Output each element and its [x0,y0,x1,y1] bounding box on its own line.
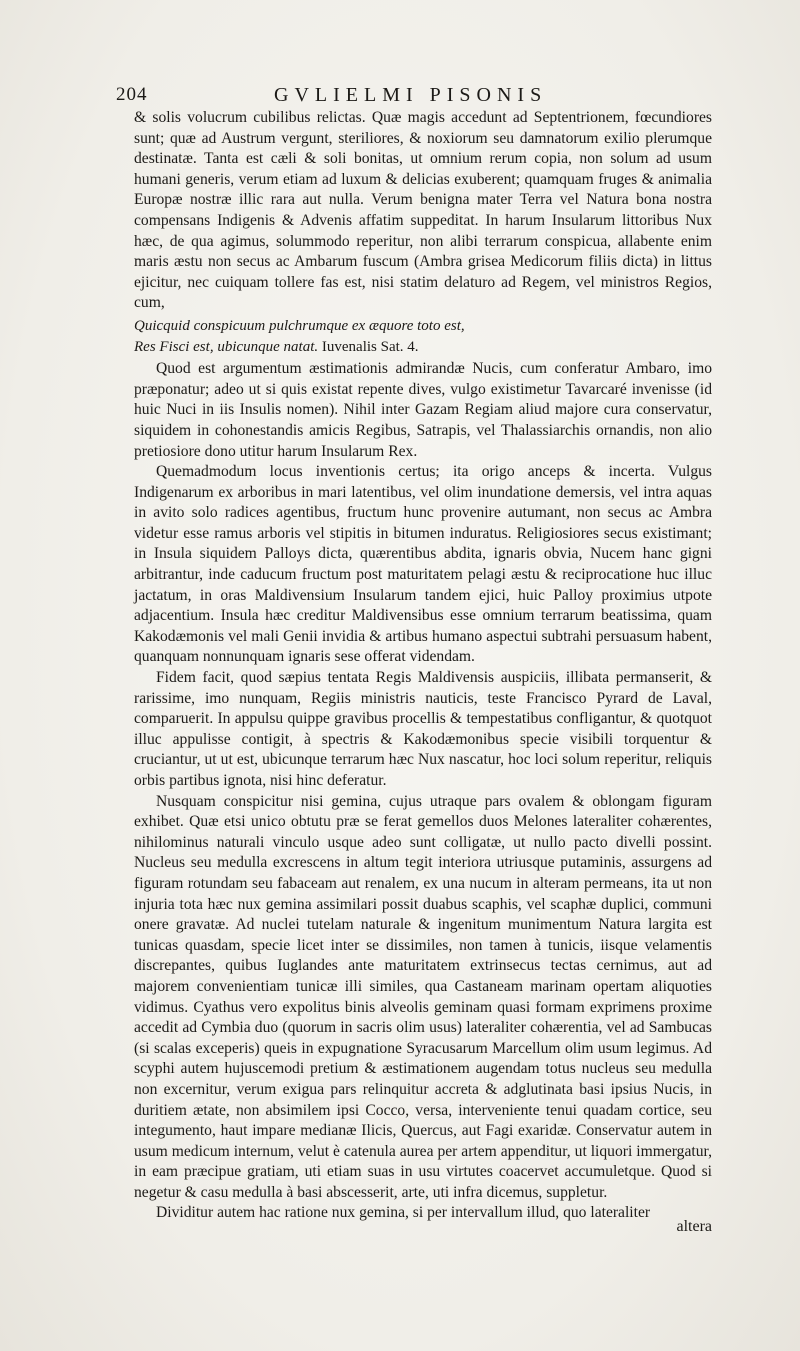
verse-line-2-text: Res Fisci est, ubicunque natat. [134,338,319,355]
verse-quote [134,316,712,357]
paragraph-3: Quemadmodum locus inventionis certus; ita origo anceps & incerta. Vulgus Indigenarum ex arboribus in mari latentibus, vel olim inundatione demersis, vel intra aquas in avito solo radices agentibus, fructum hunc provenire autumant, non secus ac Ambra videtur esse ramus arboris vel stipitis in bitumen induratus. Religiosiores secus existimant; in Insula siquidem Palloys dicta, quærentibus abdita, ignaris obvia, Nucem hanc gigni arbitrantur, inde caducum fructum post maturitatem pelagi æstu & reciprocatione huc illuc jactatum, in oras Maldivensium Insularum tandem ejici, huic Palloy proximius utpote adjacentium. Insula hæc creditur Maldivensibus esse omnium terrarum beatissima, quam Kakodæmonis vel mali Genii invidia & artibus humano aspectui subtrahi persuasum habent, quanquam nonnunquam ignaris sese offerat videndam. [134,463,712,666]
verse-line-2 [134,337,712,358]
paragraph-6: Dividitur autem hac ratione nux gemina, si per intervallum illud, quo lateraliter [156,1204,651,1222]
paragraph-4: Fidem facit, quod sæpius tentata Regis Maldivensis auspiciis, illibata permanserit, & rarissime, imo nunquam, Regiis ministris nauticis, teste Francisco Pyrard de Laval, comparuerit. In appulsu quippe gravibus procellis & tempestatibus confligantur, & quotquot illuc appulisse contigit, à spectris & Kakodæmonibus specie visibili torquentur & cruciantur, ut ut est, ubicunque terrarum hæc Nux nascatur, hoc loci solum reperitur, reliquis orbis partibus ignota, nisi hinc deferatur. [134,669,712,789]
running-title: GVLIELMI PISONIS [274,84,548,106]
body-text [134,108,712,1224]
catchword: altera [676,1218,712,1235]
verse-source: Iuvenalis Sat. 4. [321,338,419,355]
page-header [116,84,726,110]
page-number: 204 [116,84,148,105]
paragraph-1: & solis volucrum cubilibus relictas. Quæ magis accedunt ad Septentrionem, fœcundiores sunt; quæ ad Austrum vergunt, steriliores, & noxiorum seu damnatorum exilio plerumque destinatæ. Tanta est cæli & soli bonitas, ut omnium rerum copia, non solum ad usum humani generis, verum etiam ad luxum & delicias exuberent; quamquam fruges & animalia Europæ nostræ illic rara aut nulla. Verum benigna mater Terra vel Natura bona nostra compensans Indigenis & Advenis affatim suppeditat. In harum Insularum littoribus Nux hæc, de qua agimus, solummodo reperitur, non alibi terrarum conspicua, allabente enim maris æstu non secus ac Ambarum fuscum (Ambra grisea Medicorum filiis dicta) in littus ejicitur, nec cuiquam tollere fas est, nisi statim delaturo ad Regem, vel ministros Regios, cum, [134,109,712,312]
paragraph-2: Quod est argumentum æstimationis admirandæ Nucis, cum conferatur Ambaro, imo præponatur; adeo ut si quis existat repente dives, vulgo existimetur Tavarcaré invenisse (id huic Nuci in iis Insulis nomen). Nihil inter Gazam Regiam aliud majore cura conservatur, siquidem in cohonestandis amicis Regibus, Satrapis, vel Thalassiarchis ornandis, non alio pretiosiore dono utitur harum Insularum Rex. [134,360,712,460]
verse-line-1: Quicquid conspicuum pulchrumque ex æquore toto est, [134,317,465,334]
paragraph-5: Nusquam conspicitur nisi gemina, cujus utraque pars ovalem & oblongam figuram exhibet. Quæ etsi unico obtutu præ se ferat gemellos duos Melones lateraliter cohærentes, nihilominus naturali vinculo usque adeo sunt colligatæ, ut nullo pacto divelli possint. Nucleus seu medulla excrescens in altum tegit interiora utriusque putaminis, assurgens ad figuram rotundam seu fabaceam aut renalem, ex una nucum in alteram permeans, ita ut non injuria tota hæc nux gemina assimilari possit duabus scaphis, vel scaphæ duplici, communi onere gravatæ. Ad nuclei tutelam naturale & ingenitum munimentum Natura largita est tunicas quasdam, specie licet inter se dissimiles, non tamen à tunicis, iisque velamentis discrepantes, quibus Iuglandes ante maturitatem extrinsecus tectas cernimus, aut ad majorem convenientiam tunicæ illi similes, qua Castaneam marinam opertam aliquoties vidimus. Cyathus vero expolitus binis alveolis geminam quasi formam exprimens proxime accedit ad Cymbia duo (quorum in sacris olim usus) lateraliter cohærentia, vel ad Sambucas (si scalas exceperis) queis in expugnatione Syracusarum Marcellum olim usum legimus. Ad scyphi autem hujuscemodi pretium & æstimationem augendam totus nucleus seu medulla non excernitur, verum exigua pars relinquitur accreta & adglutinata basi ipsius Nucis, in duritiem ætate, non absimilem ipsi Cocco, versa, interveniente tenui quadam cortice, seu integumento, haut impare medianæ Ilicis, Quercus, aut Fagi exaridæ. Conservatur autem in usum medicum internum, velut è catenula aurea per artem appenditur, ut liquori immergatur, in eam præcipue gratiam, uti etiam suas in usu virtutes coacervet accumuletque. Quod si negetur & casu medulla à basi abscesserit, arte, uti infra dicemus, suppletur. [134,792,712,1201]
